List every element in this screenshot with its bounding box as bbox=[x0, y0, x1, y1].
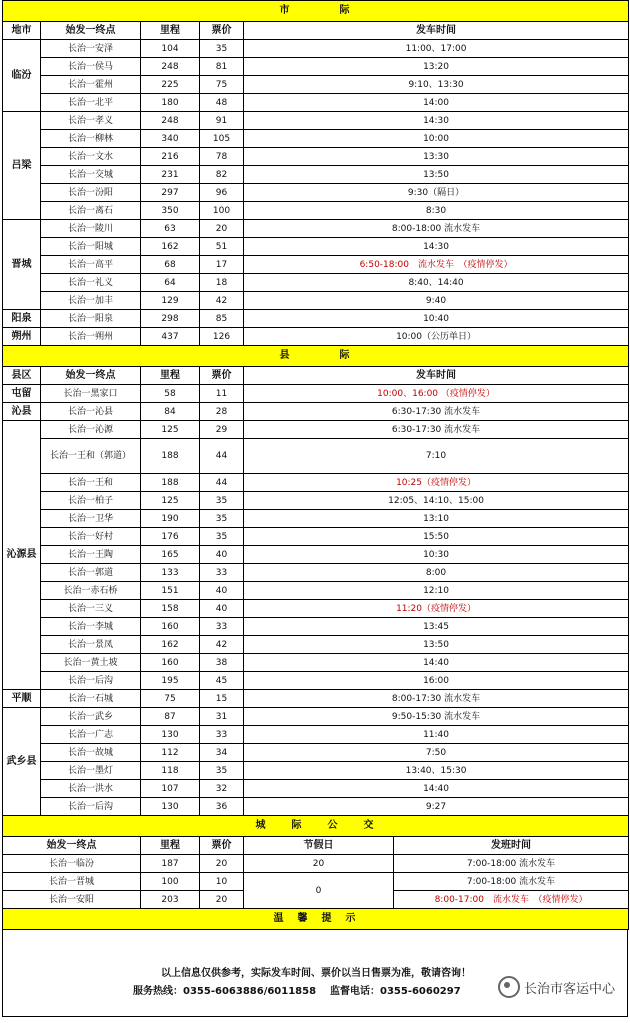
table-row bbox=[3, 762, 629, 780]
wechat-logo-icon bbox=[498, 976, 520, 998]
price-cell: 18 bbox=[200, 274, 244, 292]
departure-time-cell: 11:20（疫情停发） bbox=[244, 600, 629, 618]
table-row bbox=[3, 148, 629, 166]
price-cell: 75 bbox=[200, 76, 244, 94]
table-row bbox=[3, 385, 629, 403]
route-cell: 长治一孝义 bbox=[41, 112, 141, 130]
table-row bbox=[3, 439, 629, 474]
table-row bbox=[3, 76, 629, 94]
route-cell: 长治一黑家口 bbox=[41, 385, 141, 403]
table-row bbox=[3, 292, 629, 310]
price-cell: 44 bbox=[200, 439, 244, 474]
departure-time-cell: 7:50 bbox=[244, 744, 629, 762]
table-row bbox=[3, 546, 629, 564]
departure-time-cell: 9:10、13:30 bbox=[244, 76, 629, 94]
col-header-region: 地市 bbox=[3, 22, 41, 40]
price-cell: 38 bbox=[200, 654, 244, 672]
price-cell: 35 bbox=[200, 510, 244, 528]
price-cell: 28 bbox=[200, 403, 244, 421]
table-row bbox=[3, 690, 629, 708]
distance-cell: 162 bbox=[141, 636, 200, 654]
price-cell: 32 bbox=[200, 780, 244, 798]
region-cell: 平顺 bbox=[3, 690, 41, 708]
departure-time-cell: 8:00-18:00 流水发车 bbox=[244, 220, 629, 238]
region-cell: 武乡县 bbox=[3, 708, 41, 816]
route-cell: 长治一柳林 bbox=[41, 130, 141, 148]
departure-time-cell: 13:20 bbox=[244, 58, 629, 76]
col-header-price: 票价 bbox=[200, 367, 244, 385]
col-header-route: 始发一终点 bbox=[41, 22, 141, 40]
table-row bbox=[3, 855, 629, 873]
route-cell: 长治一黄土坡 bbox=[41, 654, 141, 672]
table-row bbox=[3, 492, 629, 510]
table-row bbox=[3, 672, 629, 690]
table-row bbox=[3, 618, 629, 636]
departure-time-cell: 13:30 bbox=[244, 148, 629, 166]
price-cell: 42 bbox=[200, 292, 244, 310]
table-row bbox=[3, 112, 629, 130]
table-row bbox=[3, 202, 629, 220]
route-cell: 长治一王和（郭道） bbox=[41, 439, 141, 474]
distance-cell: 203 bbox=[141, 891, 200, 909]
departure-time-cell: 9:30（隔日） bbox=[244, 184, 629, 202]
route-cell: 长治一赤石桥 bbox=[41, 582, 141, 600]
departure-time-cell: 9:50-15:30 流水发车 bbox=[244, 708, 629, 726]
notice-line: 以上信息仅供参考，实际发车时间、票价以当日售票为准，敬请咨询！ bbox=[161, 968, 471, 979]
price-cell: 33 bbox=[200, 726, 244, 744]
contact-line bbox=[133, 982, 461, 997]
table-row bbox=[3, 310, 629, 328]
price-cell: 126 bbox=[200, 328, 244, 346]
distance-cell: 58 bbox=[141, 385, 200, 403]
distance-cell: 190 bbox=[141, 510, 200, 528]
departure-time-cell: 6:30-17:30 流水发车 bbox=[244, 421, 629, 439]
region-cell: 朔州 bbox=[3, 328, 41, 346]
price-cell: 35 bbox=[200, 40, 244, 58]
route-cell: 长治一王和 bbox=[41, 474, 141, 492]
distance-cell: 133 bbox=[141, 564, 200, 582]
distance-cell: 180 bbox=[141, 94, 200, 112]
price-cell: 85 bbox=[200, 310, 244, 328]
price-cell: 44 bbox=[200, 474, 244, 492]
region-cell: 临汾 bbox=[3, 40, 41, 112]
distance-cell: 100 bbox=[141, 873, 200, 891]
distance-cell: 176 bbox=[141, 528, 200, 546]
col-header-holiday: 节假日 bbox=[244, 837, 394, 855]
departure-time-cell: 14:30 bbox=[244, 238, 629, 256]
col-header-route: 始发一终点 bbox=[41, 367, 141, 385]
table-row bbox=[3, 40, 629, 58]
price-cell: 96 bbox=[200, 184, 244, 202]
col-header-time: 发车时间 bbox=[244, 367, 629, 385]
section-header-row bbox=[3, 1, 629, 22]
departure-time-cell: 13:40、15:30 bbox=[244, 762, 629, 780]
table-row bbox=[3, 328, 629, 346]
price-cell: 33 bbox=[200, 618, 244, 636]
distance-cell: 125 bbox=[141, 421, 200, 439]
table-row bbox=[3, 582, 629, 600]
section-header-row bbox=[3, 909, 629, 930]
departure-time-cell: 10:00、16:00 （疫情停发） bbox=[244, 385, 629, 403]
distance-cell: 112 bbox=[141, 744, 200, 762]
route-cell: 长治一好村 bbox=[41, 528, 141, 546]
col-header-route: 始发一终点 bbox=[3, 837, 141, 855]
price-cell: 40 bbox=[200, 582, 244, 600]
distance-cell: 231 bbox=[141, 166, 200, 184]
col-header-time: 发车时间 bbox=[244, 22, 629, 40]
distance-cell: 437 bbox=[141, 328, 200, 346]
distance-cell: 160 bbox=[141, 618, 200, 636]
route-cell: 长治一故城 bbox=[41, 744, 141, 762]
price-cell: 91 bbox=[200, 112, 244, 130]
price-cell: 82 bbox=[200, 166, 244, 184]
departure-time-cell: 8:00-17:30 流水发车 bbox=[244, 690, 629, 708]
section-header-row bbox=[3, 816, 629, 837]
distance-cell: 75 bbox=[141, 690, 200, 708]
departure-time-cell: 10:00（公历单日） bbox=[244, 328, 629, 346]
price-cell: 10 bbox=[200, 873, 244, 891]
distance-cell: 129 bbox=[141, 292, 200, 310]
region-cell: 屯留 bbox=[3, 385, 41, 403]
distance-cell: 84 bbox=[141, 403, 200, 421]
region-cell: 阳泉 bbox=[3, 310, 41, 328]
table-row bbox=[3, 654, 629, 672]
distance-cell: 248 bbox=[141, 58, 200, 76]
distance-cell: 151 bbox=[141, 582, 200, 600]
departure-time-cell: 12:10 bbox=[244, 582, 629, 600]
departure-time-cell: 10:00 bbox=[244, 130, 629, 148]
departure-time-cell: 12:05、14:10、15:00 bbox=[244, 492, 629, 510]
departure-time-cell: 13:10 bbox=[244, 510, 629, 528]
departure-time-cell: 8:00 bbox=[244, 564, 629, 582]
distance-cell: 130 bbox=[141, 726, 200, 744]
distance-cell: 340 bbox=[141, 130, 200, 148]
departure-time-cell: 14:40 bbox=[244, 654, 629, 672]
distance-cell: 297 bbox=[141, 184, 200, 202]
distance-cell: 125 bbox=[141, 492, 200, 510]
departure-time-cell: 13:45 bbox=[244, 618, 629, 636]
route-cell: 长治一霍州 bbox=[41, 76, 141, 94]
route-cell: 长治一三义 bbox=[41, 600, 141, 618]
route-cell: 长治一柏子 bbox=[41, 492, 141, 510]
route-cell: 长治一沁源 bbox=[41, 421, 141, 439]
departure-time-cell: 10:30 bbox=[244, 546, 629, 564]
table-row bbox=[3, 421, 629, 439]
route-cell: 长治一郭道 bbox=[41, 564, 141, 582]
table-row bbox=[3, 256, 629, 274]
departure-time-cell: 7:00-18:00 流水发车 bbox=[394, 855, 629, 873]
route-cell: 长治一石城 bbox=[41, 690, 141, 708]
price-cell: 40 bbox=[200, 600, 244, 618]
table-row bbox=[3, 474, 629, 492]
departure-time-cell: 16:00 bbox=[244, 672, 629, 690]
departure-time-cell: 6:30-17:30 流水发车 bbox=[244, 403, 629, 421]
price-cell: 35 bbox=[200, 762, 244, 780]
route-cell: 长治一离石 bbox=[41, 202, 141, 220]
route-cell: 长治一文水 bbox=[41, 148, 141, 166]
price-cell: 20 bbox=[200, 855, 244, 873]
col-header-price: 票价 bbox=[200, 22, 244, 40]
hotline-number: 0355-6063886/6011858 bbox=[183, 986, 317, 997]
col-header-distance: 里程 bbox=[141, 367, 200, 385]
route-cell: 长治一汾阳 bbox=[41, 184, 141, 202]
price-cell: 45 bbox=[200, 672, 244, 690]
route-cell: 长治一安泽 bbox=[41, 40, 141, 58]
departure-time-cell: 11:40 bbox=[244, 726, 629, 744]
section-title: 城 际 公 交 bbox=[3, 816, 629, 837]
distance-cell: 165 bbox=[141, 546, 200, 564]
distance-cell: 68 bbox=[141, 256, 200, 274]
table-row bbox=[3, 238, 629, 256]
route-cell: 长治一王陶 bbox=[41, 546, 141, 564]
section-title: 市 际 bbox=[3, 1, 629, 22]
table-row bbox=[3, 708, 629, 726]
distance-cell: 162 bbox=[141, 238, 200, 256]
region-cell: 沁县 bbox=[3, 403, 41, 421]
table-row bbox=[3, 564, 629, 582]
route-cell: 长治一安阳 bbox=[3, 891, 141, 909]
table-row bbox=[3, 184, 629, 202]
route-cell: 长治一李城 bbox=[41, 618, 141, 636]
route-cell: 长治一卫华 bbox=[41, 510, 141, 528]
price-cell: 100 bbox=[200, 202, 244, 220]
price-cell: 20 bbox=[200, 891, 244, 909]
watermark-text: 长治市客运中心 bbox=[523, 981, 615, 997]
route-cell: 长治一广志 bbox=[41, 726, 141, 744]
distance-cell: 63 bbox=[141, 220, 200, 238]
price-cell: 17 bbox=[200, 256, 244, 274]
departure-time-cell: 9:40 bbox=[244, 292, 629, 310]
price-cell: 31 bbox=[200, 708, 244, 726]
route-cell: 长治一阳泉 bbox=[41, 310, 141, 328]
distance-cell: 160 bbox=[141, 654, 200, 672]
table-row bbox=[3, 528, 629, 546]
price-cell: 51 bbox=[200, 238, 244, 256]
table-row bbox=[3, 94, 629, 112]
table-row bbox=[3, 780, 629, 798]
distance-cell: 350 bbox=[141, 202, 200, 220]
table-row bbox=[3, 166, 629, 184]
departure-time-cell: 8:00-17:00 流水发车 （疫情停发） bbox=[394, 891, 629, 909]
route-cell: 长治一高平 bbox=[41, 256, 141, 274]
table-row bbox=[3, 873, 629, 891]
col-header-region: 县区 bbox=[3, 367, 41, 385]
route-cell: 长治一北平 bbox=[41, 94, 141, 112]
departure-time-cell: 13:50 bbox=[244, 166, 629, 184]
distance-cell: 187 bbox=[141, 855, 200, 873]
departure-time-cell: 14:00 bbox=[244, 94, 629, 112]
distance-cell: 216 bbox=[141, 148, 200, 166]
departure-time-cell: 13:50 bbox=[244, 636, 629, 654]
table-row bbox=[3, 744, 629, 762]
table-row bbox=[3, 220, 629, 238]
section-header-row bbox=[3, 346, 629, 367]
column-header-row bbox=[3, 837, 629, 855]
departure-time-cell: 15:50 bbox=[244, 528, 629, 546]
distance-cell: 188 bbox=[141, 439, 200, 474]
price-cell: 15 bbox=[200, 690, 244, 708]
route-cell: 长治一武乡 bbox=[41, 708, 141, 726]
table-row bbox=[3, 600, 629, 618]
table-row bbox=[3, 798, 629, 816]
distance-cell: 225 bbox=[141, 76, 200, 94]
route-cell: 长治一晋城 bbox=[3, 873, 141, 891]
route-cell: 长治一陵川 bbox=[41, 220, 141, 238]
watermark bbox=[498, 976, 615, 998]
route-cell: 长治一洪水 bbox=[41, 780, 141, 798]
region-cell: 吕梁 bbox=[3, 112, 41, 220]
column-header-row bbox=[3, 22, 629, 40]
distance-cell: 118 bbox=[141, 762, 200, 780]
route-cell: 长治一交城 bbox=[41, 166, 141, 184]
table-row bbox=[3, 636, 629, 654]
price-cell: 42 bbox=[200, 636, 244, 654]
region-cell: 沁源县 bbox=[3, 421, 41, 690]
price-cell: 35 bbox=[200, 528, 244, 546]
departure-time-cell: 9:27 bbox=[244, 798, 629, 816]
price-cell: 48 bbox=[200, 94, 244, 112]
col-header-distance: 里程 bbox=[141, 22, 200, 40]
route-cell: 长治一阳城 bbox=[41, 238, 141, 256]
route-cell: 长治一加丰 bbox=[41, 292, 141, 310]
price-cell: 78 bbox=[200, 148, 244, 166]
section-title: 县 际 bbox=[3, 346, 629, 367]
departure-time-cell: 14:30 bbox=[244, 112, 629, 130]
distance-cell: 64 bbox=[141, 274, 200, 292]
route-cell: 长治一临汾 bbox=[3, 855, 141, 873]
region-cell: 晋城 bbox=[3, 220, 41, 310]
notice-box bbox=[2, 930, 628, 1017]
route-cell: 长治一礼义 bbox=[41, 274, 141, 292]
route-cell: 长治一景凤 bbox=[41, 636, 141, 654]
table-row bbox=[3, 403, 629, 421]
col-header-price: 票价 bbox=[200, 837, 244, 855]
section-title: 温 馨 提 示 bbox=[3, 909, 629, 930]
route-cell: 长治一沁县 bbox=[41, 403, 141, 421]
column-header-row bbox=[3, 367, 629, 385]
distance-cell: 130 bbox=[141, 798, 200, 816]
table-row bbox=[3, 726, 629, 744]
route-cell: 长治一后沟 bbox=[41, 672, 141, 690]
table-row bbox=[3, 510, 629, 528]
departure-time-cell: 7:00-18:00 流水发车 bbox=[394, 873, 629, 891]
col-header-distance: 里程 bbox=[141, 837, 200, 855]
distance-cell: 158 bbox=[141, 600, 200, 618]
route-cell: 长治一侯马 bbox=[41, 58, 141, 76]
route-cell: 长治一后沟 bbox=[41, 798, 141, 816]
price-cell: 105 bbox=[200, 130, 244, 148]
departure-time-cell: 10:40 bbox=[244, 310, 629, 328]
main-table bbox=[2, 0, 629, 930]
price-cell: 29 bbox=[200, 421, 244, 439]
departure-time-cell: 7:10 bbox=[244, 439, 629, 474]
departure-time-cell: 11:00、17:00 bbox=[244, 40, 629, 58]
complaint-number: 0355-6060297 bbox=[379, 986, 461, 997]
distance-cell: 195 bbox=[141, 672, 200, 690]
table-row bbox=[3, 58, 629, 76]
price-cell: 33 bbox=[200, 564, 244, 582]
timetable bbox=[2, 0, 628, 1017]
hotline-label: 服务热线： bbox=[133, 986, 183, 997]
distance-cell: 298 bbox=[141, 310, 200, 328]
route-cell: 长治一朔州 bbox=[41, 328, 141, 346]
price-cell: 20 bbox=[200, 220, 244, 238]
distance-cell: 87 bbox=[141, 708, 200, 726]
departure-time-cell: 8:30 bbox=[244, 202, 629, 220]
price-cell: 40 bbox=[200, 546, 244, 564]
departure-time-cell: 14:40 bbox=[244, 780, 629, 798]
departure-time-cell: 6:50-18:00 流水发车 （疫情停发） bbox=[244, 256, 629, 274]
distance-cell: 248 bbox=[141, 112, 200, 130]
holiday-cell: 20 bbox=[244, 855, 394, 873]
distance-cell: 107 bbox=[141, 780, 200, 798]
price-cell: 35 bbox=[200, 492, 244, 510]
price-cell: 34 bbox=[200, 744, 244, 762]
distance-cell: 104 bbox=[141, 40, 200, 58]
route-cell: 长治一墨灯 bbox=[41, 762, 141, 780]
table-row bbox=[3, 130, 629, 148]
table-row bbox=[3, 274, 629, 292]
holiday-cell: 0 bbox=[244, 873, 394, 909]
distance-cell: 188 bbox=[141, 474, 200, 492]
departure-time-cell: 10:25（疫情停发） bbox=[244, 474, 629, 492]
departure-time-cell: 8:40、14:40 bbox=[244, 274, 629, 292]
price-cell: 36 bbox=[200, 798, 244, 816]
col-header-time: 发班时间 bbox=[394, 837, 629, 855]
price-cell: 81 bbox=[200, 58, 244, 76]
price-cell: 11 bbox=[200, 385, 244, 403]
complaint-label: 监督电话： bbox=[329, 986, 380, 997]
